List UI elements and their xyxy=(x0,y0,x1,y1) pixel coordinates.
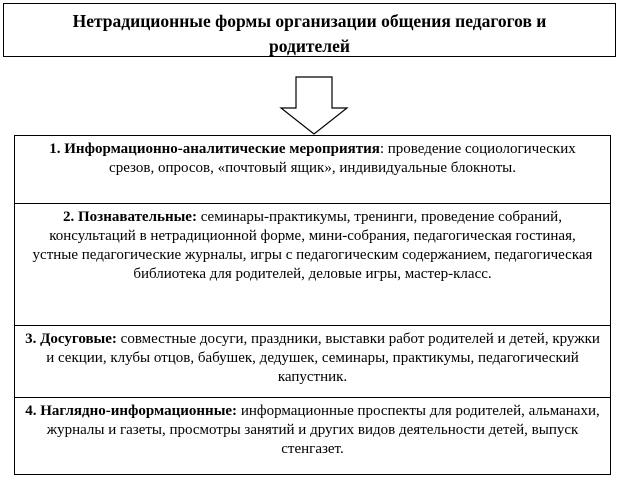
down-arrow-icon xyxy=(279,76,349,136)
category-label: 2. Познавательные: xyxy=(63,209,197,225)
category-block-leisure xyxy=(14,325,611,397)
category-label: 1. Информационно-аналитические мероприятия xyxy=(49,141,380,157)
category-description: совместные досуги, праздники, выставки работ родителей и детей, кружки и секции, клубы отцов, бабушек, дедушек, семинары, практикумы, педагогический капустник. xyxy=(46,331,600,385)
category-block-visual-informational xyxy=(14,397,611,475)
category-description: : проведение социологических срезов, опросов, «почтовый ящик», индивидуальные блокноты. xyxy=(109,141,576,176)
category-block-informational-analytical xyxy=(14,135,611,203)
category-description: информационные проспекты для родителей, альманахи, журналы и газеты, просмотры занятий и других видов деятельности детей, выпуск стенгазет. xyxy=(46,403,600,457)
category-block-cognitive xyxy=(14,203,611,325)
category-label: 3. Досуговые: xyxy=(25,331,117,347)
category-description: семинары-практикумы, тренинги, проведение собраний, консультаций в нетрадиционной форме, мини-собрания, педагогическая гостиная, устные педагогические журналы, игры с педагогическим содержанием, педагогическая библиотека для родителей, деловые игры, мастер-класс. xyxy=(32,209,593,282)
category-label: 4. Наглядно-информационные: xyxy=(25,403,238,419)
diagram-title: Нетрадиционные формы организации общения педагогов и родителей xyxy=(72,11,547,56)
diagram-title-box xyxy=(3,3,616,57)
